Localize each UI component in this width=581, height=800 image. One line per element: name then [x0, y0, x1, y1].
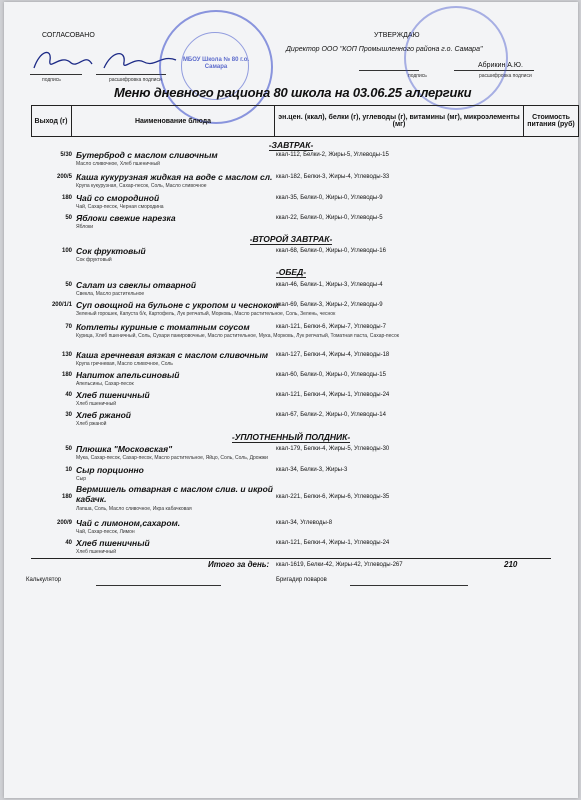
row-nutrition: ккал-182, Белки-3, Жиры-4, Углеводы-33 — [276, 174, 390, 180]
row-dish: Каша кукурузная жидкая на воде с маслом сл. — [76, 172, 273, 182]
row-ingredients: Масло сливочное, Хлеб пшеничный — [76, 161, 160, 167]
row-out: 30 — [65, 412, 72, 418]
row-out: 180 — [61, 195, 72, 201]
row-nutrition: ккал-179, Белки-4, Жиры-5, Углеводы-30 — [276, 446, 390, 452]
row-dish: Чай со смородиной — [76, 193, 160, 203]
column-header-cost: Стоимость питания (руб) — [527, 114, 575, 128]
row-dish: Каша гречневая вязкая с маслом сливочным — [76, 350, 269, 360]
sign-right-caption-1: подпись — [408, 73, 427, 79]
row-dish: Суп овощной на бульоне с укропом и чесноком — [76, 300, 280, 310]
director-name: Абрикин А.Ю. — [478, 62, 523, 69]
row-dish: Плюшка "Московская" — [76, 444, 173, 454]
row-out: 200/5 — [56, 174, 72, 180]
row-ingredients: Свекла, Масло растительное — [76, 291, 145, 297]
row-out: 50 — [65, 446, 72, 452]
sign-left-caption-2: расшифровка подписи — [109, 77, 162, 83]
row-ingredients: Лапша, Соль, Масло сливочное, Икра кабачковая — [76, 506, 192, 512]
row-out: 200/1/1 — [51, 302, 72, 308]
row-dish: Сыр порционно — [76, 465, 144, 475]
row-out: 70 — [65, 324, 72, 330]
row-nutrition: ккал-35, Белки-0, Жиры-0, Углеводы-9 — [276, 195, 383, 201]
column-header-out: Выход (г) — [31, 105, 72, 137]
row-nutrition: ккал-46, Белки-1, Жиры-3, Углеводы-4 — [276, 282, 383, 288]
section-second-breakfast: -ВТОРОЙ ЗАВТРАК- — [249, 234, 333, 244]
approved-left-label: СОГЛАСОВАНО — [42, 32, 95, 39]
brigadir-sign-line — [350, 585, 468, 586]
total-label: Итого за день: — [208, 560, 270, 569]
row-dish: Хлеб пшеничный — [76, 390, 150, 400]
row-out: 180 — [61, 494, 72, 500]
row-nutrition: ккал-221, Белки-6, Жиры-6, Углеводы-35 — [276, 494, 390, 500]
section-afternoon-snack: -УПЛОТНЕННЫЙ ПОЛДНИК- — [231, 432, 351, 442]
row-out: 5/30 — [60, 152, 72, 158]
row-out: 50 — [65, 215, 72, 221]
row-ingredients: Чай, Сахар-песок, Черная смородина — [76, 204, 164, 210]
row-nutrition: ккал-121, Белки-4, Жиры-1, Углеводы-24 — [276, 392, 390, 398]
sign-left-caption-1: подпись — [42, 77, 61, 83]
row-out: 130 — [61, 352, 72, 358]
total-cost: 210 — [504, 560, 518, 569]
section-breakfast: -ЗАВТРАК- — [268, 140, 314, 150]
row-nutrition: ккал-60, Белки-0, Жиры-0, Углеводы-15 — [276, 372, 386, 378]
signature-left — [30, 44, 180, 78]
director-title: Директор ООО "КОП Промышленного района г.о. Самара" — [286, 46, 483, 53]
row-dish: Хлеб ржаной — [76, 410, 131, 420]
row-out: 50 — [65, 282, 72, 288]
row-nutrition: ккал-67, Белки-2, Жиры-0, Углеводы-14 — [276, 412, 386, 418]
row-out: 40 — [65, 392, 72, 398]
document-sheet — [4, 2, 578, 798]
row-ingredients: Чай, Сахар-песок, Лимон — [76, 529, 135, 535]
row-ingredients: Мука, Сахар-песок, Сахар-песок, Масло растительное, Яйцо, Соль, Соль, Дрожжи — [76, 455, 268, 461]
row-nutrition: ккал-121, Белки-6, Жиры-7, Углеводы-7 — [276, 324, 386, 330]
row-dish: Сок фруктовый — [76, 246, 146, 256]
row-nutrition: ккал-112, Белки-2, Жиры-5, Углеводы-15 — [276, 152, 389, 158]
stamp-left-text: МБОУ Школа № 80 г.о. Самара — [182, 57, 250, 70]
row-nutrition: ккал-68, Белки-0, Жиры-0, Углеводы-16 — [276, 248, 386, 254]
row-nutrition: ккал-34, Белки-3, Жиры-3 — [276, 467, 348, 473]
sign-right-caption-2: расшифровка подписи — [479, 73, 532, 79]
column-header-name: Наименование блюда — [72, 105, 275, 137]
row-ingredients: Зеленый горошек, Капуста б/к, Картофель, Лук репчатый, Морковь, Масло растительное, Соль, Зелень, чеснок — [76, 311, 336, 317]
calculator-sign-line — [96, 585, 221, 586]
row-dish: Бутерброд с маслом сливочным — [76, 150, 218, 160]
row-nutrition: ккал-121, Белки-4, Жиры-1, Углеводы-24 — [276, 540, 390, 546]
row-ingredients: Апельсины, Сахар-песок — [76, 381, 134, 387]
brigadir-label: Бригадир поваров — [276, 577, 327, 583]
row-ingredients: Хлеб пшеничный — [76, 401, 117, 407]
row-ingredients: Хлеб ржаной — [76, 421, 107, 427]
page-title: Меню дневного рациона 80 школа на 03.06.25 аллергики — [114, 85, 472, 100]
row-dish: Хлеб пшеничный — [76, 538, 150, 548]
row-nutrition: ккал-127, Белки-4, Жиры-4, Углеводы-18 — [276, 352, 390, 358]
row-out: 200/9 — [56, 520, 72, 526]
section-lunch: -ОБЕД- — [275, 267, 307, 277]
row-dish: Яблоки свежие нарезка — [76, 213, 176, 223]
row-out: 100 — [61, 248, 72, 254]
column-header-nutrition: эн.цен. (ккал), белки (г), углеводы (г), витамины (мг), микроэлементы (мг) — [275, 105, 524, 137]
row-ingredients: Сыр — [76, 476, 86, 482]
row-nutrition: ккал-69, Белки-3, Жиры-2, Углеводы-9 — [276, 302, 383, 308]
row-out: 40 — [65, 540, 72, 546]
row-ingredients: Курица, Хлеб пшеничный, Соль, Сухари панировочные, Масло растительное, Мука, Морковь, Лук репчатый, Томатная паста, Сахар-песок — [76, 333, 399, 339]
calculator-label: Калькулятор — [26, 577, 62, 583]
row-dish: Вермишель отварная с маслом слив. и икрой кабачк. — [76, 484, 273, 504]
total-divider — [31, 558, 551, 559]
row-dish: Чай с лимоном,сахаром. — [76, 518, 181, 528]
total-nutrition: ккал-1619, Белки-42, Жиры-42, Углеводы-267 — [276, 562, 403, 568]
row-ingredients: Яблоки — [76, 224, 93, 230]
row-out: 180 — [61, 372, 72, 378]
row-dish: Салат из свеклы отварной — [76, 280, 197, 290]
approved-right-label: УТВЕРЖДАЮ — [374, 32, 420, 39]
row-ingredients: Крупа кукурузная, Сахар-песок, Соль, Масло сливочное — [76, 183, 207, 189]
row-ingredients: Крупа гречневая, Масло сливочное, Соль — [76, 361, 173, 367]
row-nutrition: ккал-34, Углеводы-8 — [276, 520, 333, 526]
row-dish: Котлеты куриные с томатным соусом — [76, 322, 250, 332]
row-ingredients: Сок фруктовый — [76, 257, 112, 263]
row-out: 10 — [65, 467, 72, 473]
row-ingredients: Хлеб пшеничный — [76, 549, 117, 555]
row-nutrition: ккал-22, Белки-0, Жиры-0, Углеводы-5 — [276, 215, 383, 221]
row-dish: Напиток апельсиновый — [76, 370, 180, 380]
